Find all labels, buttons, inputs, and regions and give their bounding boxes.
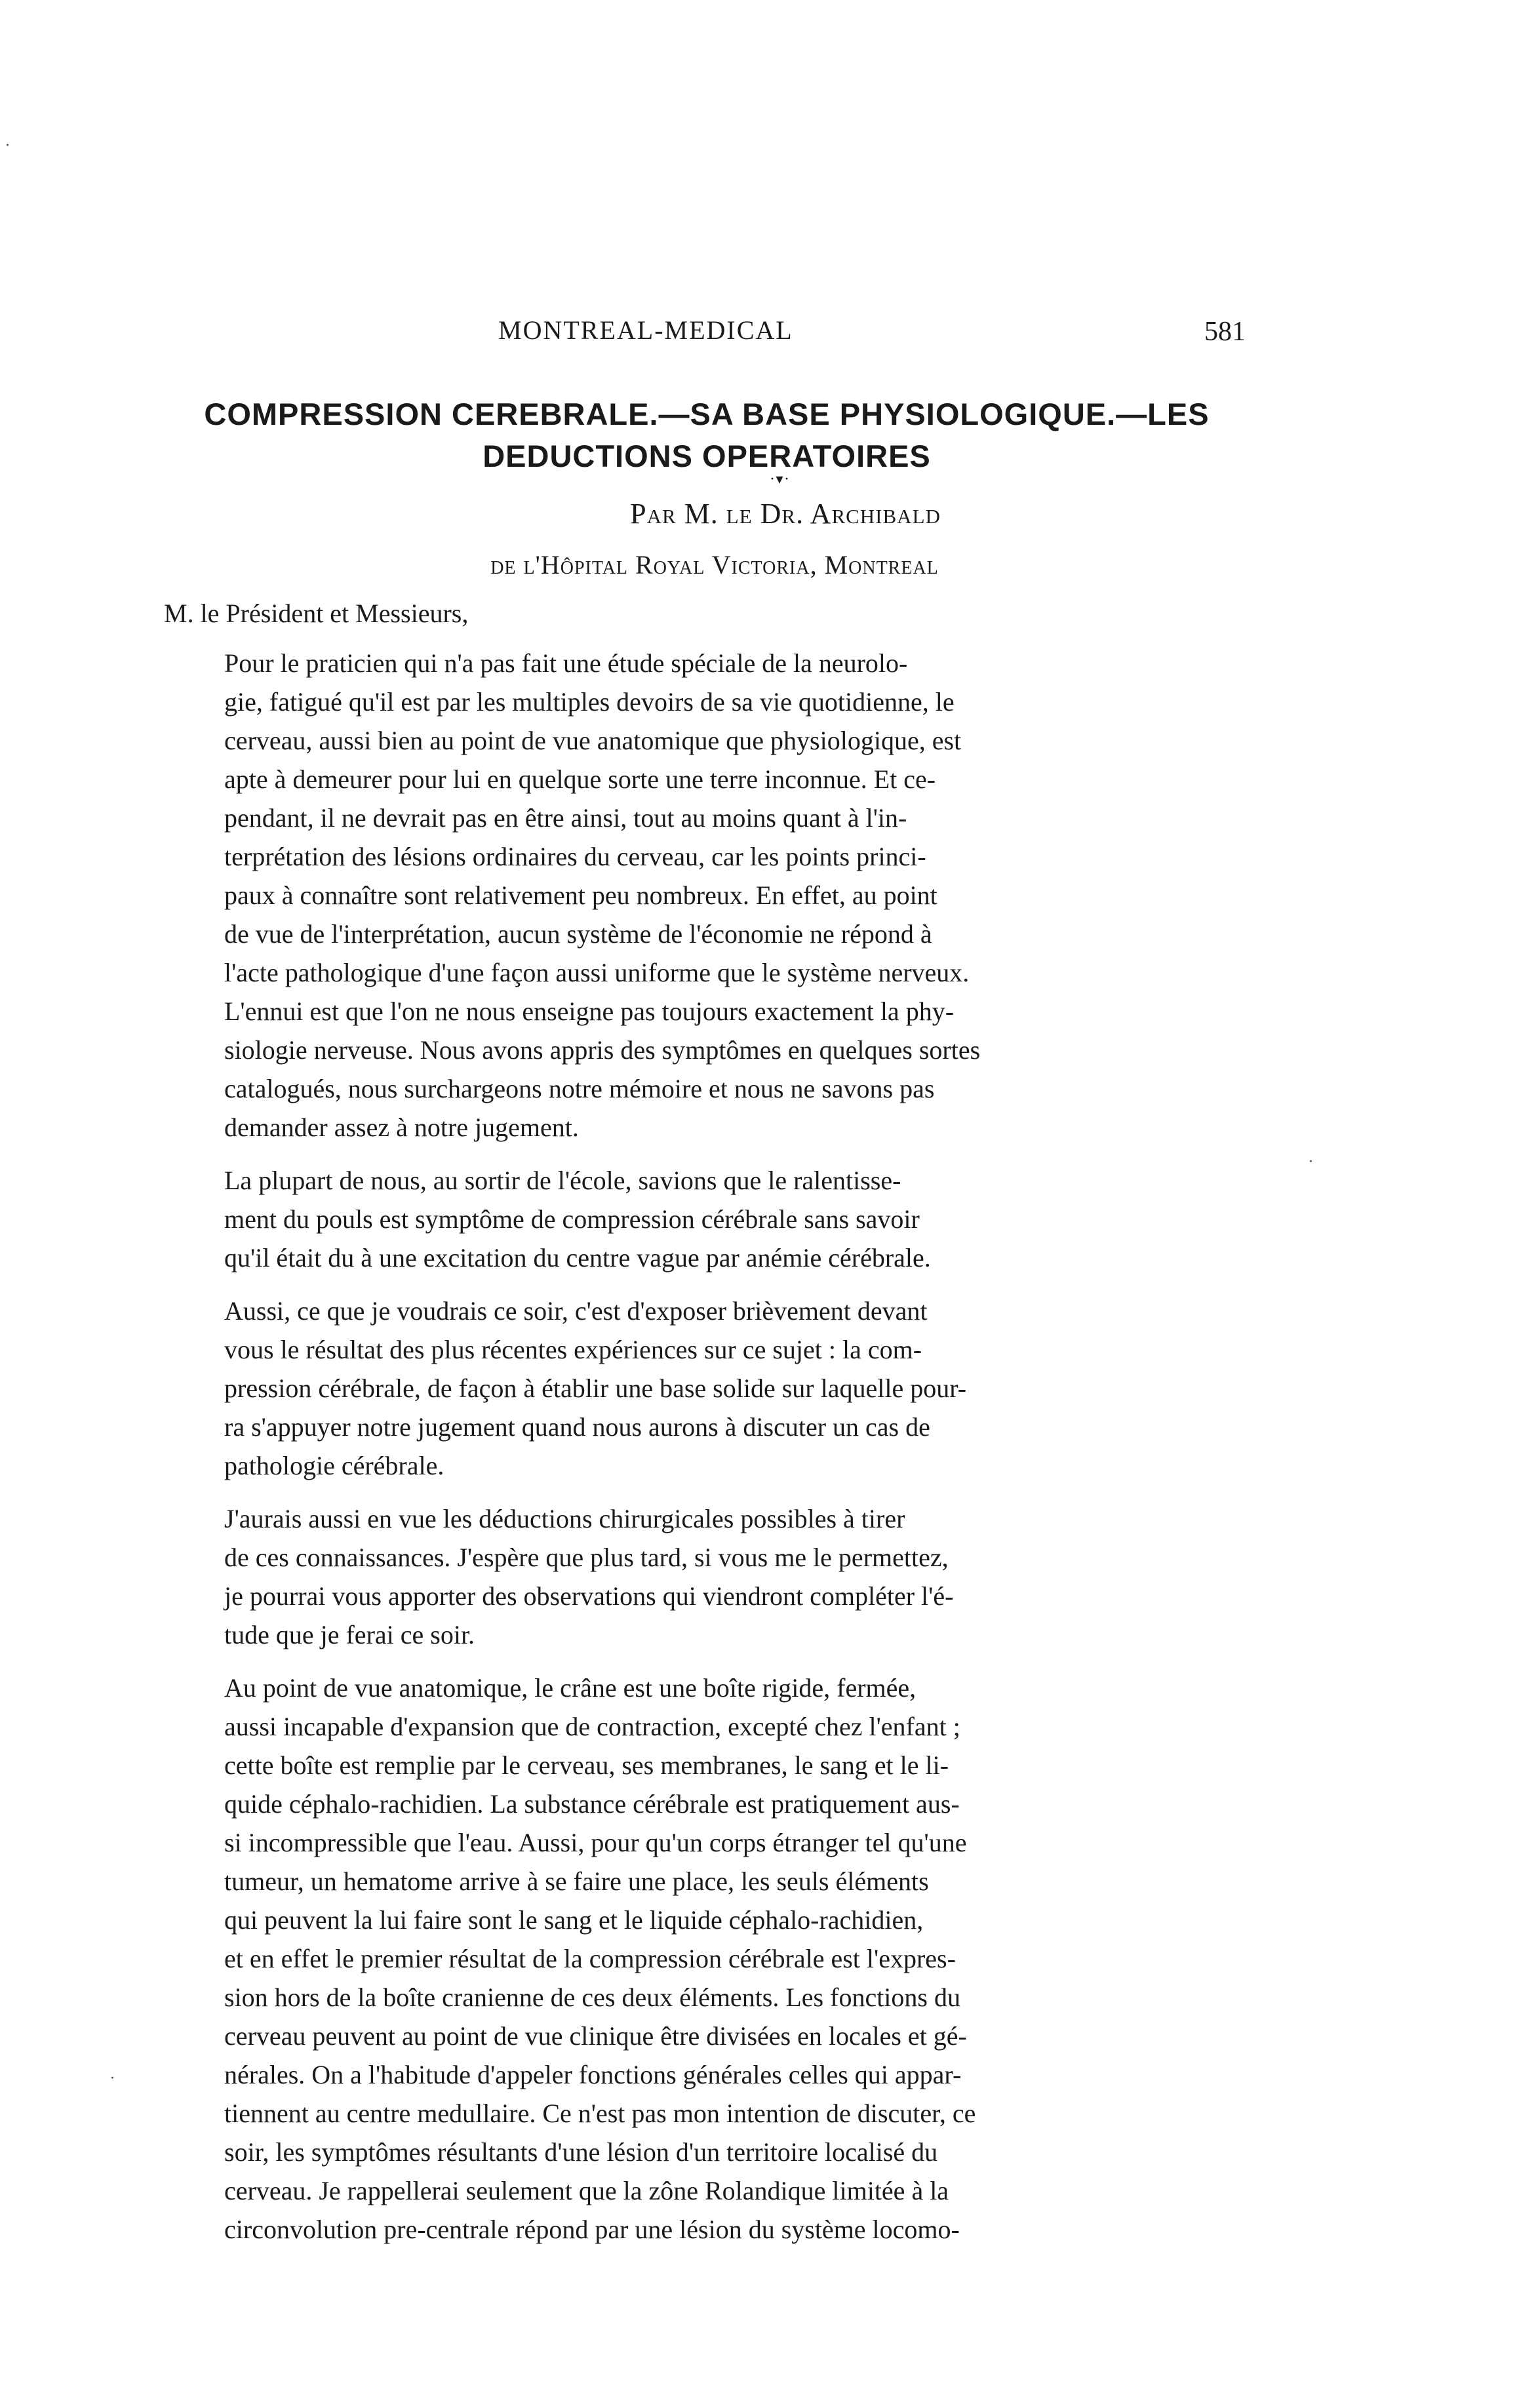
text-line: cerveau. Je rappellerai seulement que la zône Rolandique limitée à la: [224, 2176, 949, 2205]
affiliation-line: de l'Hôpital Royal Victoria, Montreal: [490, 550, 939, 580]
text-line: ra s'appuyer notre jugement quand nous aurons à discuter un cas de: [224, 1412, 930, 1442]
author-line: Par M. le Dr. Archibald: [630, 498, 941, 530]
text-line: circonvolution pre-centrale répond par une lésion du système locomo-: [224, 2215, 960, 2244]
text-line: vous le résultat des plus récentes expériences sur ce sujet : la com-: [224, 1335, 922, 1364]
text-line: La plupart de nous, au sortir de l'école, savions que le ralentisse-: [224, 1166, 901, 1195]
text-line: demander assez à notre jugement.: [224, 1113, 579, 1142]
page-header: [498, 315, 1246, 354]
text-line: et en effet le premier résultat de la compression cérébrale est l'expres-: [224, 1944, 956, 1973]
article-title: [163, 393, 1251, 477]
text-line: gie, fatigué qu'il est par les multiples devoirs de sa vie quotidienne, le: [224, 687, 955, 717]
text-line: Aussi, ce que je voudrais ce soir, c'est d'exposer brièvement devant: [224, 1296, 928, 1326]
text-line: tiennent au centre medullaire. Ce n'est pas mon intention de discuter, ce: [224, 2099, 976, 2128]
text-line: l'acte pathologique d'une façon aussi uniforme que le système nerveux.: [224, 958, 970, 987]
text-line: qui peuvent la lui faire sont le sang et le liquide céphalo-rachidien,: [224, 1905, 924, 1935]
running-head: MONTREAL-MEDICAL: [498, 315, 793, 345]
text-line: pendant, il ne devrait pas en être ainsi, tout au moins quant à l'in-: [224, 803, 907, 833]
text-line: paux à connaître sont relativement peu nombreux. En effet, au point: [224, 880, 937, 910]
paragraph-3: [161, 1292, 1252, 1485]
scan-speck: ·: [1309, 1154, 1313, 1170]
text-line: sion hors de la boîte cranienne de ces deux éléments. Les fonctions du: [224, 1983, 960, 2012]
page-number: 581: [1204, 317, 1246, 347]
text-line: si incompressible que l'eau. Aussi, pour qu'un corps étranger tel qu'une: [224, 1828, 967, 1857]
text-line: de ces connaissances. J'espère que plus tard, si vous me le permettez,: [224, 1543, 949, 1572]
text-line: cerveau, aussi bien au point de vue anatomique que physiologique, est: [224, 726, 962, 755]
text-line: Pour le praticien qui n'a pas fait une étude spéciale de la neurolo-: [224, 648, 908, 678]
text-line: apte à demeurer pour lui en quelque sorte une terre inconnue. Et ce-: [224, 764, 936, 794]
text-line: L'ennui est que l'on ne nous enseigne pas toujours exactement la phy-: [224, 997, 955, 1026]
scan-speck: ·: [110, 2070, 115, 2087]
paragraph-5: [161, 1668, 1252, 2249]
article-body: [161, 644, 1252, 2263]
text-line: ment du pouls est symptôme de compression cérébrale sans savoir: [224, 1204, 920, 1234]
text-line: nérales. On a l'habitude d'appeler fonctions générales celles qui appar-: [224, 2060, 962, 2089]
text-line: tude que je ferai ce soir.: [224, 1620, 475, 1649]
text-line: je pourrai vous apporter des observations qui viendront compléter l'é-: [224, 1581, 954, 1611]
ornament-mark: ·▾·: [770, 471, 791, 488]
text-line: tumeur, un hematome arrive à se faire une place, les seuls éléments: [224, 1866, 929, 1896]
text-line: J'aurais aussi en vue les déductions chirurgicales possibles à tirer: [224, 1504, 905, 1533]
text-line: de vue de l'interprétation, aucun système de l'économie ne répond à: [224, 919, 932, 949]
title-line-1: COMPRESSION CEREBRALE.—SA BASE PHYSIOLOGIQUE.—LES: [204, 397, 1210, 431]
title-line-2: DEDUCTIONS OPERATOIRES: [483, 439, 931, 473]
text-line: aussi incapable d'expansion que de contraction, excepté chez l'enfant ;: [224, 1712, 960, 1741]
paragraph-2: [161, 1161, 1252, 1277]
paragraph-1: [161, 644, 1252, 1147]
text-line: cerveau peuvent au point de vue clinique être divisées en locales et gé-: [224, 2021, 967, 2051]
text-line: pathologie cérébrale.: [224, 1451, 444, 1480]
text-line: pression cérébrale, de façon à établir une base solide sur laquelle pour-: [224, 1373, 967, 1403]
paragraph-4: [161, 1499, 1252, 1654]
text-line: quide céphalo-rachidien. La substance cérébrale est pratiquement aus-: [224, 1789, 960, 1819]
salutation: M. le Président et Messieurs,: [164, 599, 469, 628]
scan-speck: ·: [5, 138, 10, 154]
text-line: Au point de vue anatomique, le crâne est une boîte rigide, fermée,: [224, 1673, 917, 1703]
text-line: soir, les symptômes résultants d'une lésion d'un territoire localisé du: [224, 2137, 938, 2167]
text-line: terprétation des lésions ordinaires du cerveau, car les points princi-: [224, 842, 926, 871]
text-line: catalogués, nous surchargeons notre mémoire et nous ne savons pas: [224, 1074, 935, 1103]
text-line: qu'il était du à une excitation du centre vague par anémie cérébrale.: [224, 1243, 931, 1273]
text-line: cette boîte est remplie par le cerveau, ses membranes, le sang et le li-: [224, 1750, 949, 1780]
text-line: siologie nerveuse. Nous avons appris des symptômes en quelques sortes: [224, 1035, 981, 1065]
